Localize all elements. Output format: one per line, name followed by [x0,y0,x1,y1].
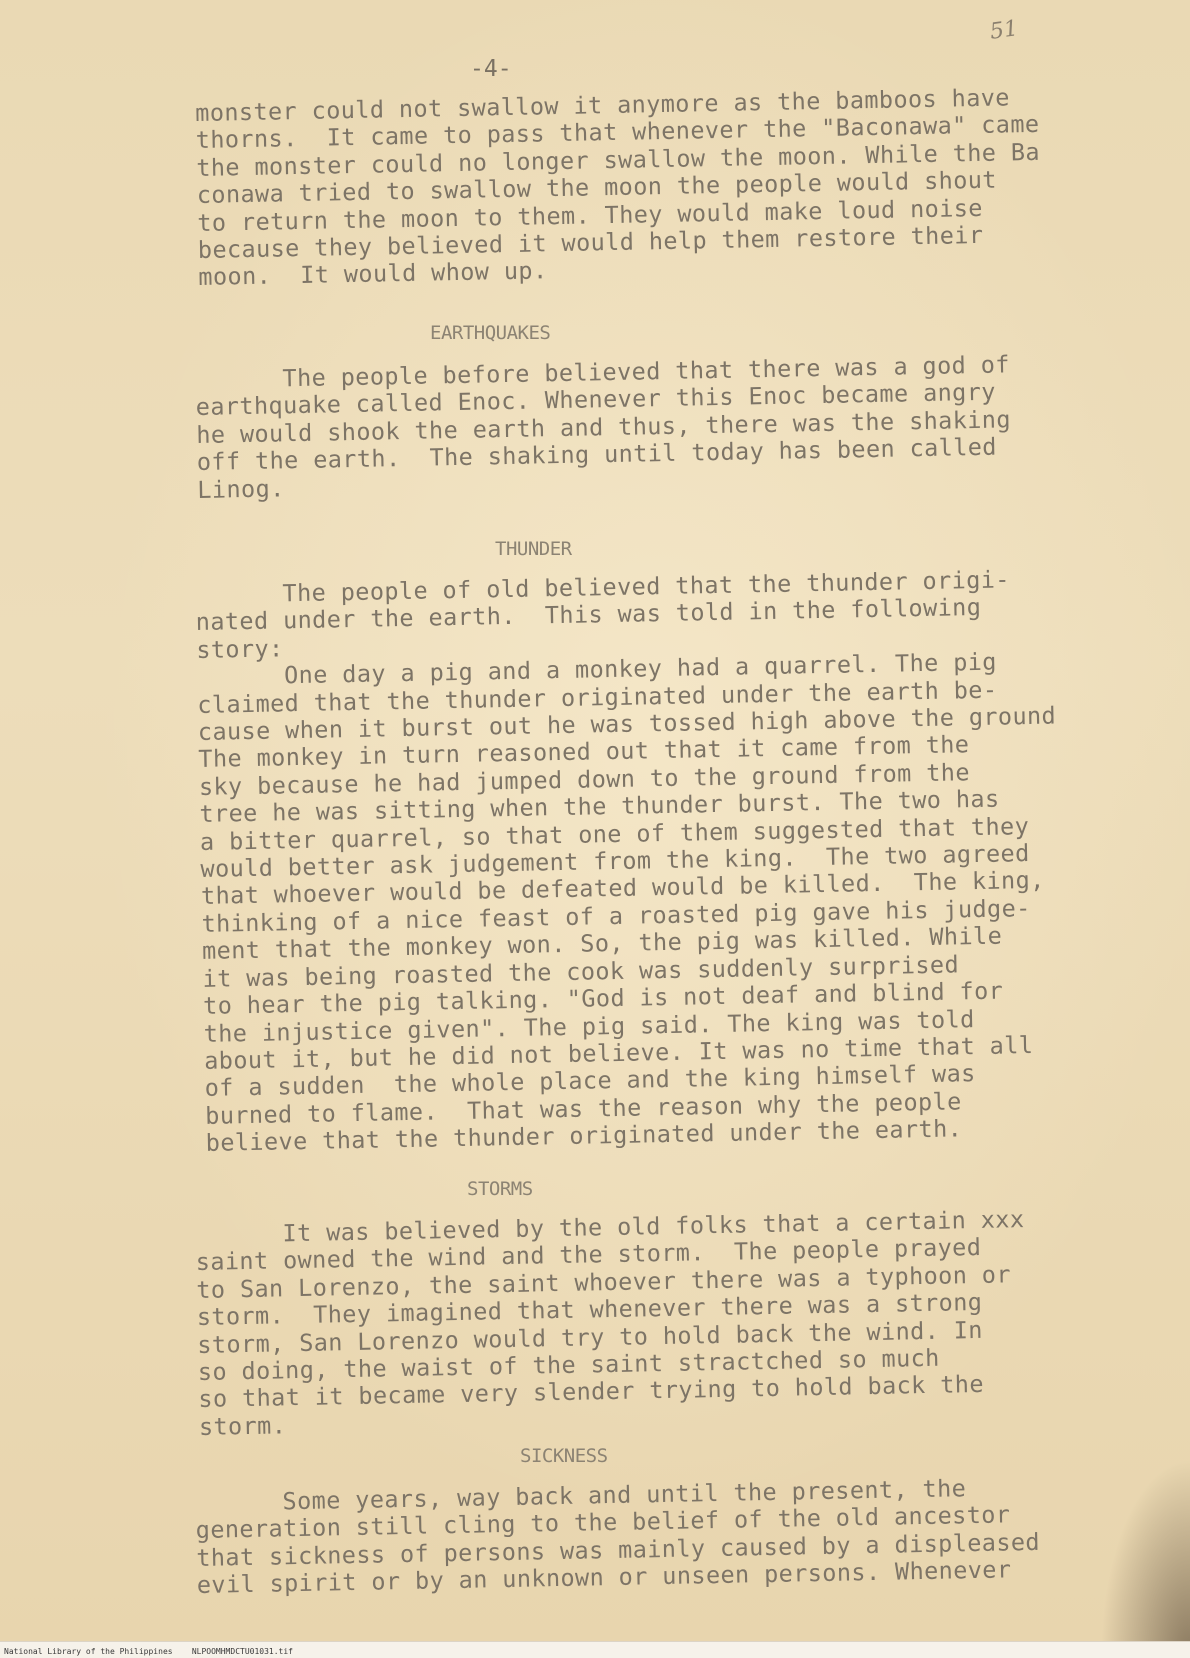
heading-earthquakes: EARTHQUAKES [430,322,551,344]
scan-footer-strip [0,1641,1190,1658]
paragraph-earthquakes: The people before believed that there was a god of earthquake called Enoc. Whenever this Enoc became angry he would shook the earth and thus, there was the shaking off the earth. The shaking until today has been called Linog. [194,350,1012,504]
heading-storms: STORMS [467,1178,533,1200]
scan-footer-text: National Library of the Philippines NLPOOMHMDCTU01031.tif [4,1647,293,1656]
paragraph-storms: It was believed by the old folks that a certain xxx saint owned the wind and the storm. The people prayed to San Lorenzo, the saint whoever there was a typhoon or storm. They imagined that whenever there was a strong storm, San Lorenzo would try to hold back the wind. In so doing, the waist of the saint stractched so much so that it became very slender trying to hold back the storm. [194,1205,1025,1441]
page-number: -4- [470,56,512,82]
heading-thunder: THUNDER [495,538,572,560]
heading-sickness: SICKNESS [520,1445,608,1467]
folio-number: 51 [988,16,1020,45]
paragraph-sickness: Some years, way back and until the present, the generation still cling to the belief of the old ancestor that sickness of persons was mainly caused by a displeased evil spirit or by an unknown or unseen persons. Whenever [194,1474,1041,1600]
paragraph-thunder: The people of old believed that the thunder origi- nated under the earth. This was told in the following story: One day a pig and a monkey had a quarrel. The pig claimed that the thunder originated under the earth be- cause when it burst out he was tossed high above the ground The monkey in turn reasoned out that it came from the sky because he had jumped down to the ground from the tree he was sitting when the thunder burst. The two has a bitter quarrel, so that one of them suggested that they would better ask judgement from the king. The two agreed that whoever would be defeated would be killed. The king, thinking of a nice feast of a roasted pig gave his judge- ment that the monkey won. So, the pig was killed. While it was being roasted the cook was suddenly surprised to hear the pig talking. "God is not deaf and blind for the injustice given". The pig said. The king was told about it, but he did not believe. It was no time that all of a sudden the whole place and the king himself was burned to flame. That was the reason why the people believe that the thunder originated under the earth. [194,565,1057,1158]
paragraph-baconawa-continuation: monster could not swallow it anymore as the bamboos have thorns. It came to pass that whenever the "Baconawa" came the monster could no longer swallow the moon. While the Ba conawa tried to swallow the moon the people would shout to return the moon to them. They would make loud noise because they believed it would help them restore their moon. It would whow up. [194,83,1041,292]
